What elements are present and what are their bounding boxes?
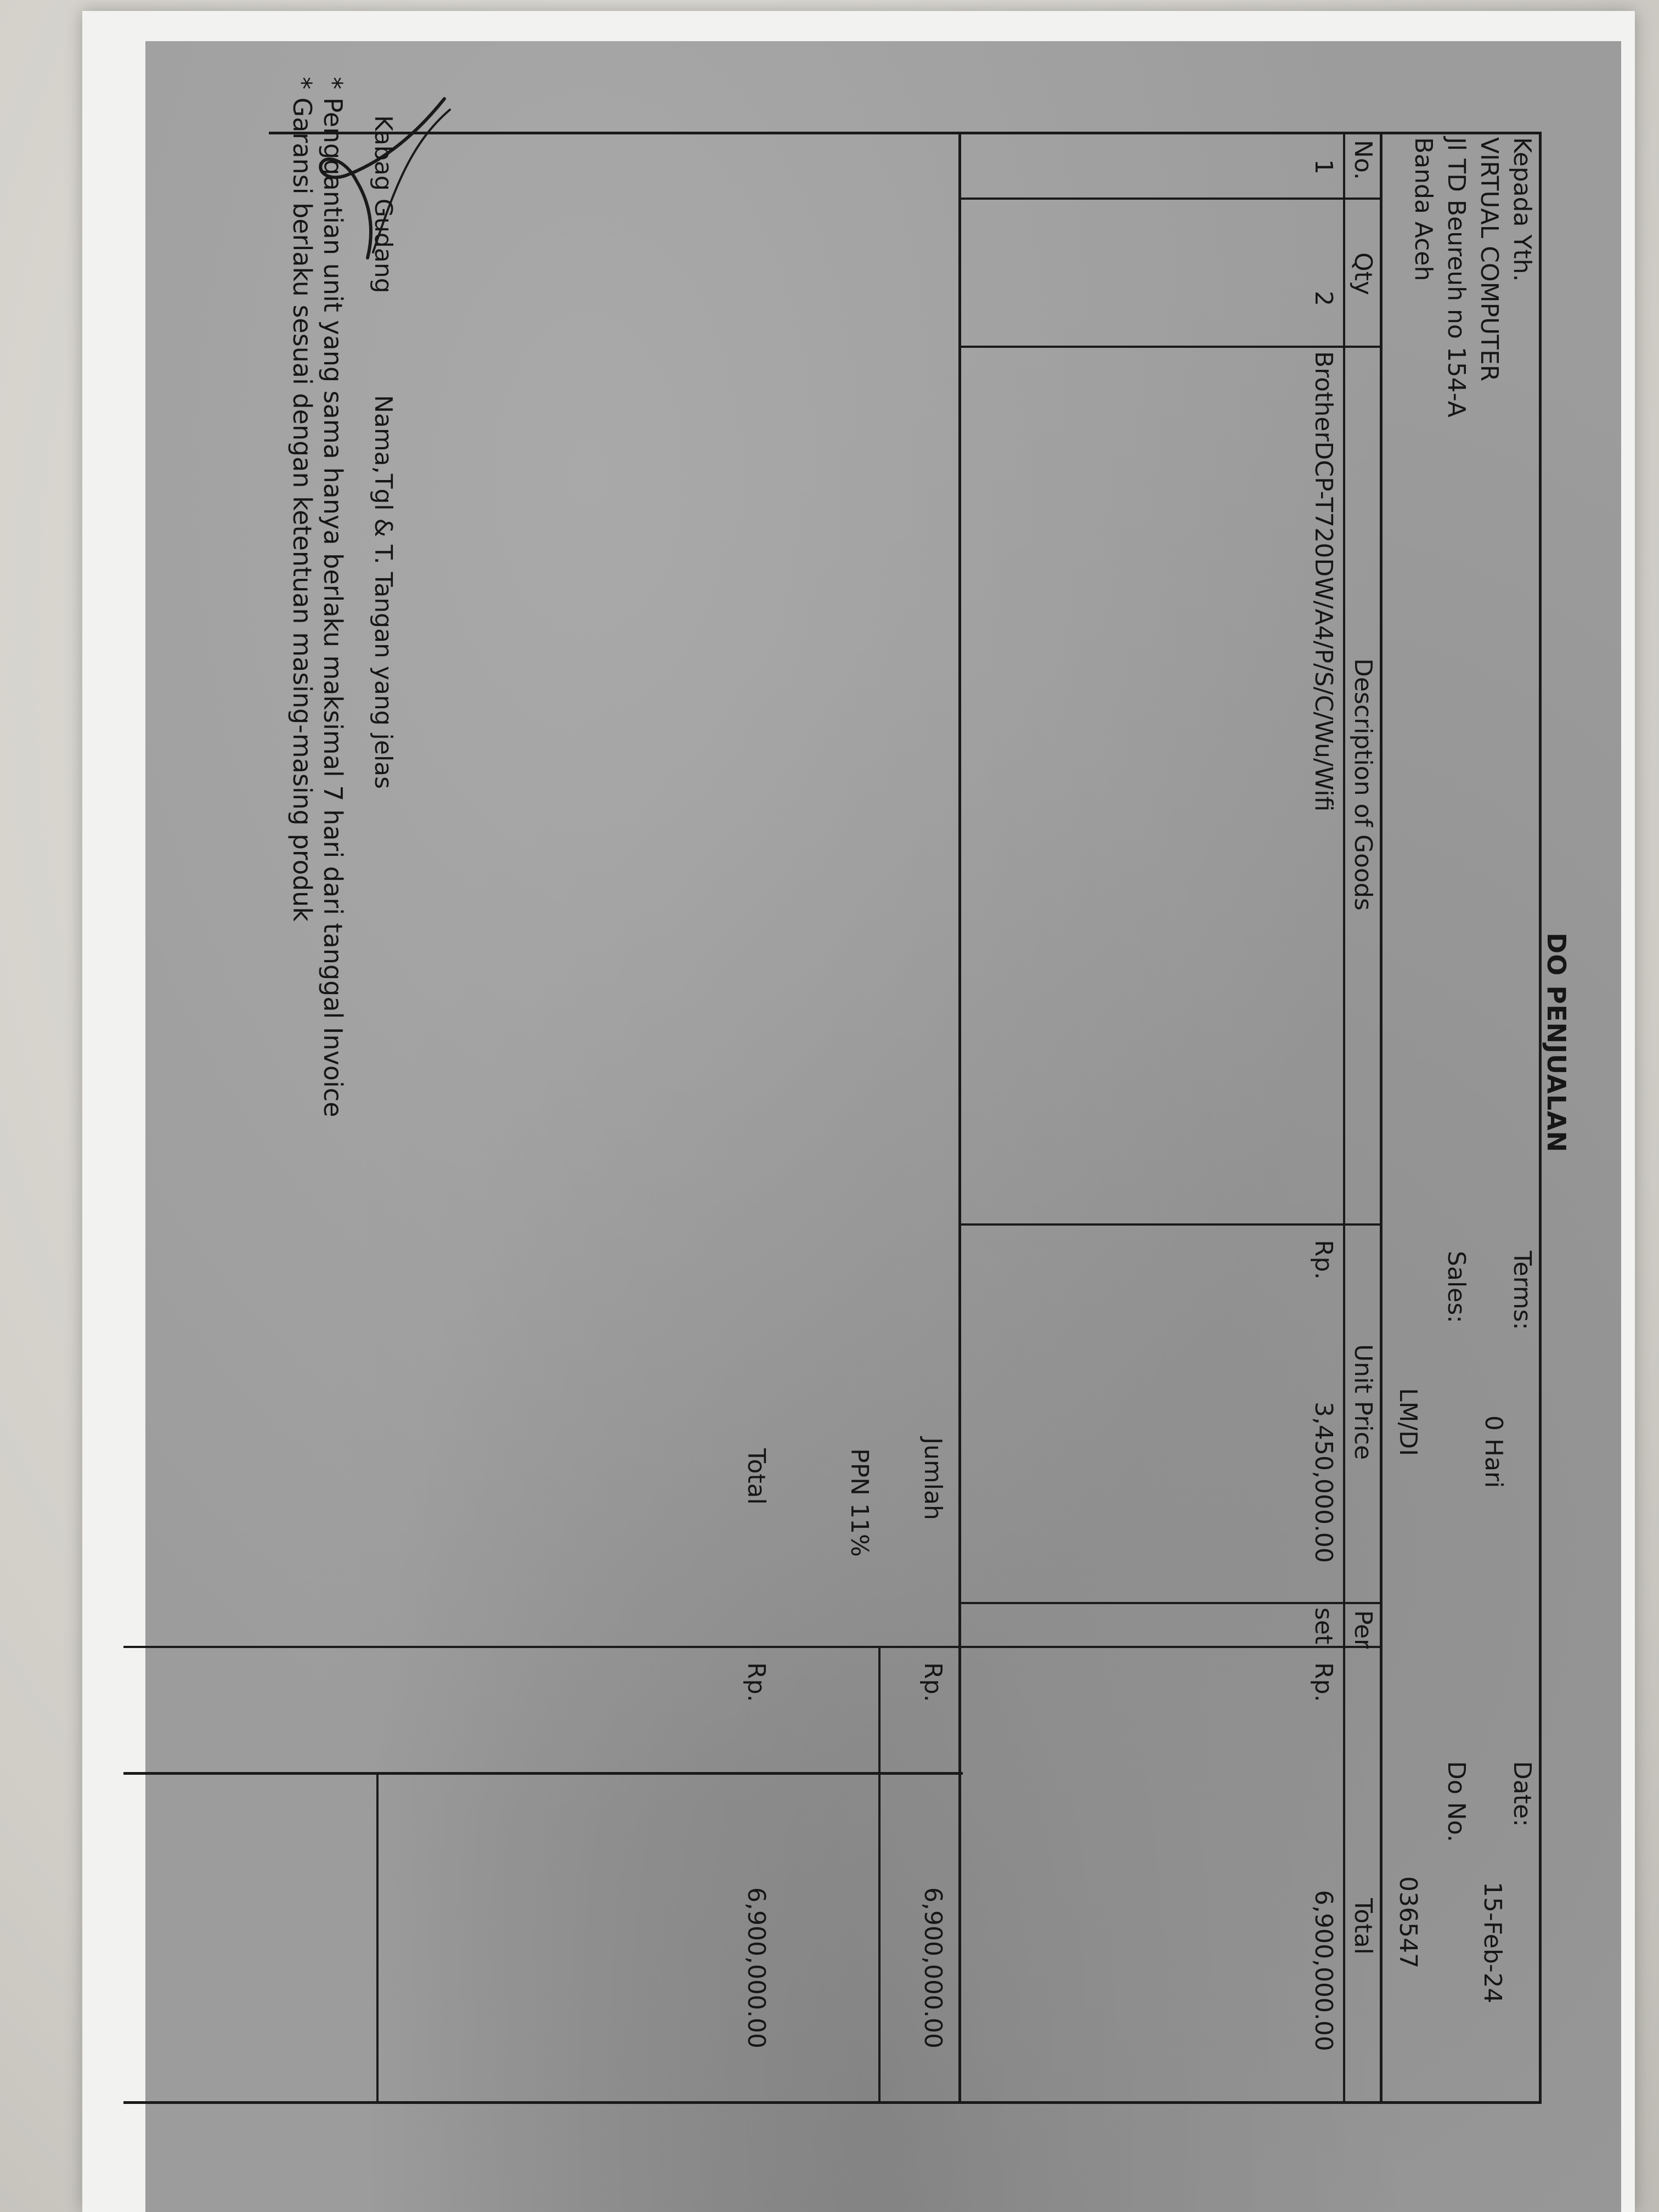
summary-left-border: [123, 1772, 963, 1775]
summary-divider-jumlah: [878, 1646, 881, 2101]
summary-top: [958, 1602, 961, 2101]
jumlah-label: Jumlah: [919, 1437, 947, 1520]
ppn-label: PPN 11%: [845, 1448, 873, 1557]
header-per: Per: [1349, 1610, 1377, 1649]
recipient-address: Jl TD Beureuh no 154-A: [1442, 137, 1470, 417]
summary-right-border: [123, 2101, 963, 2104]
jumlah-currency: Rp.: [919, 1662, 947, 1702]
outer-left-border: [269, 132, 1542, 134]
row-unit-price: 3,450,000.00: [1310, 1402, 1338, 1563]
total-currency: Rp.: [742, 1662, 770, 1702]
do-number-value: 036547: [1394, 1876, 1422, 1968]
total-label: Total: [742, 1448, 770, 1505]
sales-value: LM/DI: [1394, 1388, 1422, 1457]
header-total: Total: [1349, 1898, 1377, 1955]
header-box-top: [1539, 132, 1542, 2101]
row-no: 1: [1310, 159, 1338, 174]
sales-label: Sales:: [1442, 1251, 1470, 1323]
date-value: 15-Feb-24: [1479, 1882, 1506, 2004]
summary-divider-total: [376, 1772, 379, 2101]
signature-instruction: Nama,Tgl & T. Tangan yang jelas: [369, 395, 397, 789]
recipient-name: VIRTUAL COMPUTER: [1475, 137, 1503, 382]
note-warranty: * Garansi berlaku sesuai dengan ketentuan masing-masing produk: [287, 77, 317, 922]
header-unit-price: Unit Price: [1349, 1344, 1377, 1460]
col-divider-qty: [960, 346, 1383, 348]
recipient-city: Banda Aceh: [1409, 137, 1437, 281]
col-divider-desc: [960, 1223, 1383, 1226]
jumlah-value: 6,900,000.00: [919, 1887, 947, 2049]
terms-label: Terms:: [1508, 1251, 1536, 1330]
row-per: set: [1310, 1607, 1338, 1645]
row-qty: 2: [1310, 291, 1338, 306]
terms-value: 0 Hari: [1480, 1415, 1508, 1488]
document-title: DO PENJUALAN: [1542, 933, 1571, 1153]
summary-divider-currency: [123, 1646, 881, 1648]
table-header-top: [1380, 132, 1383, 2101]
header-qty: Qty: [1349, 252, 1377, 295]
recipient-label: Kepada Yth.: [1508, 137, 1536, 282]
row-total: 6,900,000.00: [1310, 1890, 1338, 2051]
signature-role: Kabag Gudang: [369, 115, 397, 294]
table-header-bottom: [1343, 132, 1345, 2101]
header-no: No.: [1349, 140, 1377, 180]
col-divider-price: [960, 1602, 1383, 1604]
total-value: 6,900,000.00: [742, 1887, 770, 2049]
date-label: Date:: [1508, 1761, 1536, 1827]
note-replacement: * Penggantian unit yang sama hanya berlaku maksimal 7 hari dari tanggal Invoice: [318, 77, 348, 1118]
row-description: BrotherDCP-T720DW/A4/P/S/C/Wu/Wifi: [1310, 351, 1338, 812]
header-description: Description of Goods: [1349, 658, 1377, 911]
col-divider-per: [878, 1646, 1383, 1648]
row-total-currency: Rp.: [1310, 1662, 1338, 1702]
do-number-label: Do No.: [1442, 1761, 1470, 1842]
col-divider-no: [960, 198, 1383, 200]
row-currency: Rp.: [1310, 1240, 1338, 1280]
delivery-order-document: [82, 77, 1575, 2205]
